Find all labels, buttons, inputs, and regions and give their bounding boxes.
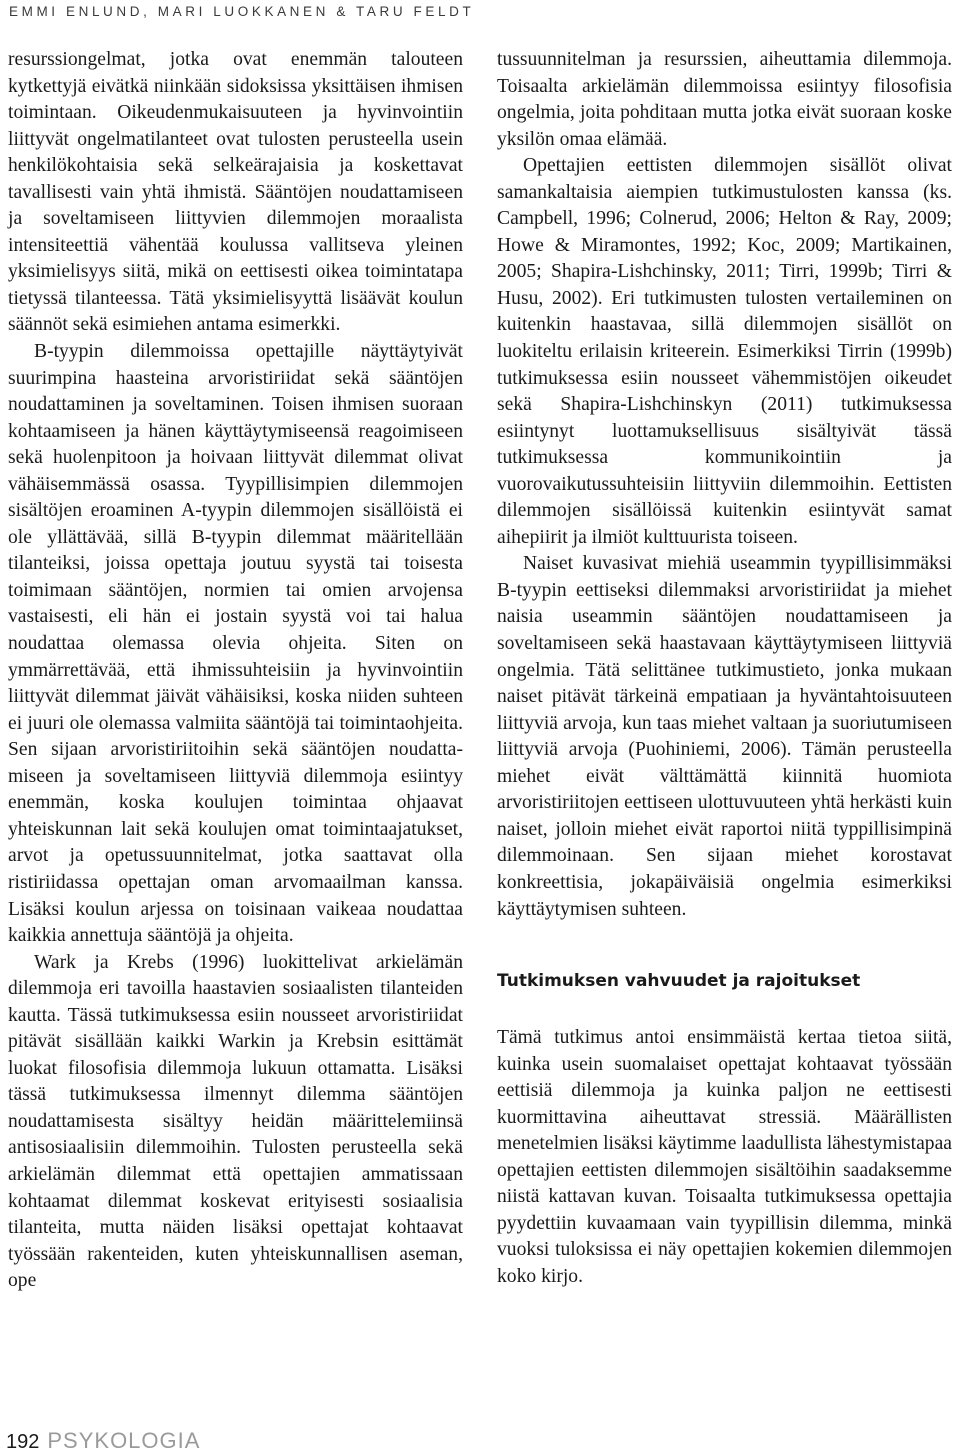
body-paragraph: Wark ja Krebs (1996) luokittelivat arkielämän dilemmoja eri tavoilla haastavien sosiaalisten tilanteiden kautta. Tässä tutkimuksessa esiin nousseet arvoristiriidat pitävät sisällään kaikki Warkin ja Krebsin esittämät luokat filosofisia dilemmoja lukuun ottamatta. Lisäksi tässä tutkimuksessa ilmennyt dilemma sääntöjen noudattamisesta sisältyy heidän määrittelemiinsä antisosiaalisiin dilemmoihin. Tulosten perusteella sekä arkielämän dilemmat että opettajien ammatissaan kohtaamat dilemmat koskevat erityisesti sosiaalisia tilanteita, mutta näiden lisäksi opettajat kohtaavat työssään rakenteiden, kuten yhteiskunnallisen aseman, ope [8, 951, 463, 1292]
left-column [8, 47, 463, 1295]
body-paragraph: Naiset kuvasivat miehiä useammin tyypillisimmäksi B-tyypin eettiseksi dilemmaksi arvoristiriidat ja miehet naisia useammin sääntöjen noudattamiseen ja soveltamiseen sekä haastavaan käyttäytymiseen liittyviä ongelmia. Tätä selittänee tutkimustieto, jonka mukaan naiset pitävät tärkeinä empatiaan ja hyväntahtoisuuteen liittyviä arvoja, kun taas miehet valtaan ja suoriutumiseen liittyviä arvoja (Puohiniemi, 2006). Tämän perusteella miehet eivät välttämättä kiinnitä huomiota arvoristiriitojen eettiseen ulottuvuuteen yhtä herkästi kuin naiset, jolloin miehet eivät raportoi niitä typpillisimpinä dilemmoinaan. Sen sijaan miehet korostavat konkreettisia, jokapäiväisiä ongelmia esimerkiksi käyttäytymisen suhteen. [497, 553, 952, 920]
body-paragraph: Tämä tutkimus antoi ensimmäistä kertaa tietoa siitä, kuinka usein suomalaiset opettajat kohtaavat työssään eettisiä dilemmoja ja kuinka paljon ne eettisesti kuormittavina aiheuttavat stressiä. Määrällisten menetelmien lisäksi käytimme laadullista lähestymistapaa opettajien eettisten dilemmojen sisältöihin saadaksemme niistä kattavan kuvan. Toisaalta tutkimuksessa opettajia pyydettiin kuvaamaan vain tyypillisin dilemma, minkä vuoksi tuloksissa ei näy opettajien kokemien dilemmojen koko kirjo. [497, 1027, 952, 1287]
journal-name: PSYKOLOGIA [47, 1428, 201, 1453]
section-heading: Tutkimuksen vahvuudet ja rajoitukset [497, 971, 861, 992]
body-paragraph: Opettajien eettisten dilemmojen sisällöt olivat samankaltaisia aiempien tutkimustulosten kanssa (ks. Campbell, 1996; Colnerud, 2006; Helton & Ray, 2009; Howe & Miramontes, 1992; Koc, 2009; Martikainen, 2005; Shapira-Lishchinsky, 2011; Tirri, 1999b; Tirri & Husu, 2002). Eri tutkimusten tulosten vertaileminen on kuitenkin haastavaa, sillä dilemmojen sisällöt on luokiteltu erilaisin kriteerein. Esimerkiksi Tirrin (1999b) tutkimuksessa esiin nousseet vähemmistöjen oikeudet sekä Shapira-Lishchinskyn (2011) tutkimuksessa esiintynyt luottamuksellisuus sisältyivät tässä tutkimuksessa kommunikointiin ja vuorovaikutussuhteisiin liittyviin dilemmoihin. Eettisten dilemmojen sisällöissä kuitenkin esiintyvät samat aihepiirit ja ilmiöt kulttuurista toiseen. [497, 155, 952, 548]
page-number: 192 [6, 1431, 40, 1453]
body-paragraph: B-tyypin dilemmoissa opettajille näyttäytyivät suurimpina haasteina arvoristiriidat sekä sääntöjen noudattaminen ja soveltaminen. Toisen ihmisen suoraan kohtaamiseen ja hänen käyttäytymiseensä reagoimiseen sekä huolenpitoon ja hoivaan liittyvät dilemmat olivat vähäisemmässä osassa. Tyypillisimpien dilemmojen sisältöjen eroaminen A-tyypin dilemmojen sisällöistä ei ole yllättävää, sillä B-tyypin dilemmat määritellään tilanteiksi, joissa opettaja joutuu syystä tai toisesta toimimaan sääntöjen, normien tai omien arvojensa vastaisesti, eli hän ei jostain syystä voi tai halua noudattaa olemassa olevia ohjeita. Siten on ymmärrettävää, että ihmissuhteisiin ja hyvinvointiin liittyvät dilemmat jäivät vähäisiksi, koska niiden suhteen ei juuri ole olemassa valmiita sääntöjä tai toimintaohjeita. Sen sijaan arvoristiriitoihin sekä sääntöjen noudattamiseen ja soveltamiseen liittyviä dilemmoja esiintyy enemmän, koska koulujen toimintaa ohjaavat yhteiskunnan lait sekä koulujen omat toimintaajatukset, arvot ja opetussuunnitelmat, jotka saattavat olla ristiriidassa opettajan oman arvomaailman kanssa. Lisäksi koulun arjessa on toisinaan vaikeaa noudattaa kaikkia annettuja sääntöjä ja ohjeita. [8, 341, 463, 947]
page-footer [6, 1428, 200, 1456]
right-column [497, 47, 952, 1291]
body-paragraph: tussuunnitelman ja resurssien, aiheuttamia dilemmoja. Toisaalta arkielämän dilemmoissa esiintyy filosofisia ongelmia, joita pohditaan mutta jotka eivät suoraan koske yksilön omaa elämää. [497, 49, 952, 150]
body-paragraph: resurssiongelmat, jotka ovat enemmän talouteen kytkettyjä eivätkä niinkään sidoksissa yksittäisen ihmisen toimintaan. Oikeudenmukaisuuteen ja hyvinvointiin liittyvät ongelmatilanteet ovat tulosten perusteella usein henkilökohtaisia sekä selkeärajaisia ja koskettavat tavallisesti vain yhtä ihmistä. Sääntöjen noudattamiseen ja soveltamiseen liittyvien dilemmojen moraalista intensiteettiä vähentää koulussa vallitseva yleinen yksimielisyys siitä, mikä on eettisesti oikea toimintatapa tietyssä tilanteessa. Tätä yksimielisyyttä lisäävät koulun säännöt sekä esimiehen antama esimerkki. [8, 49, 463, 336]
running-head: EMMI ENLUND, MARI LUOKKANEN & TARU FELDT [9, 4, 475, 19]
